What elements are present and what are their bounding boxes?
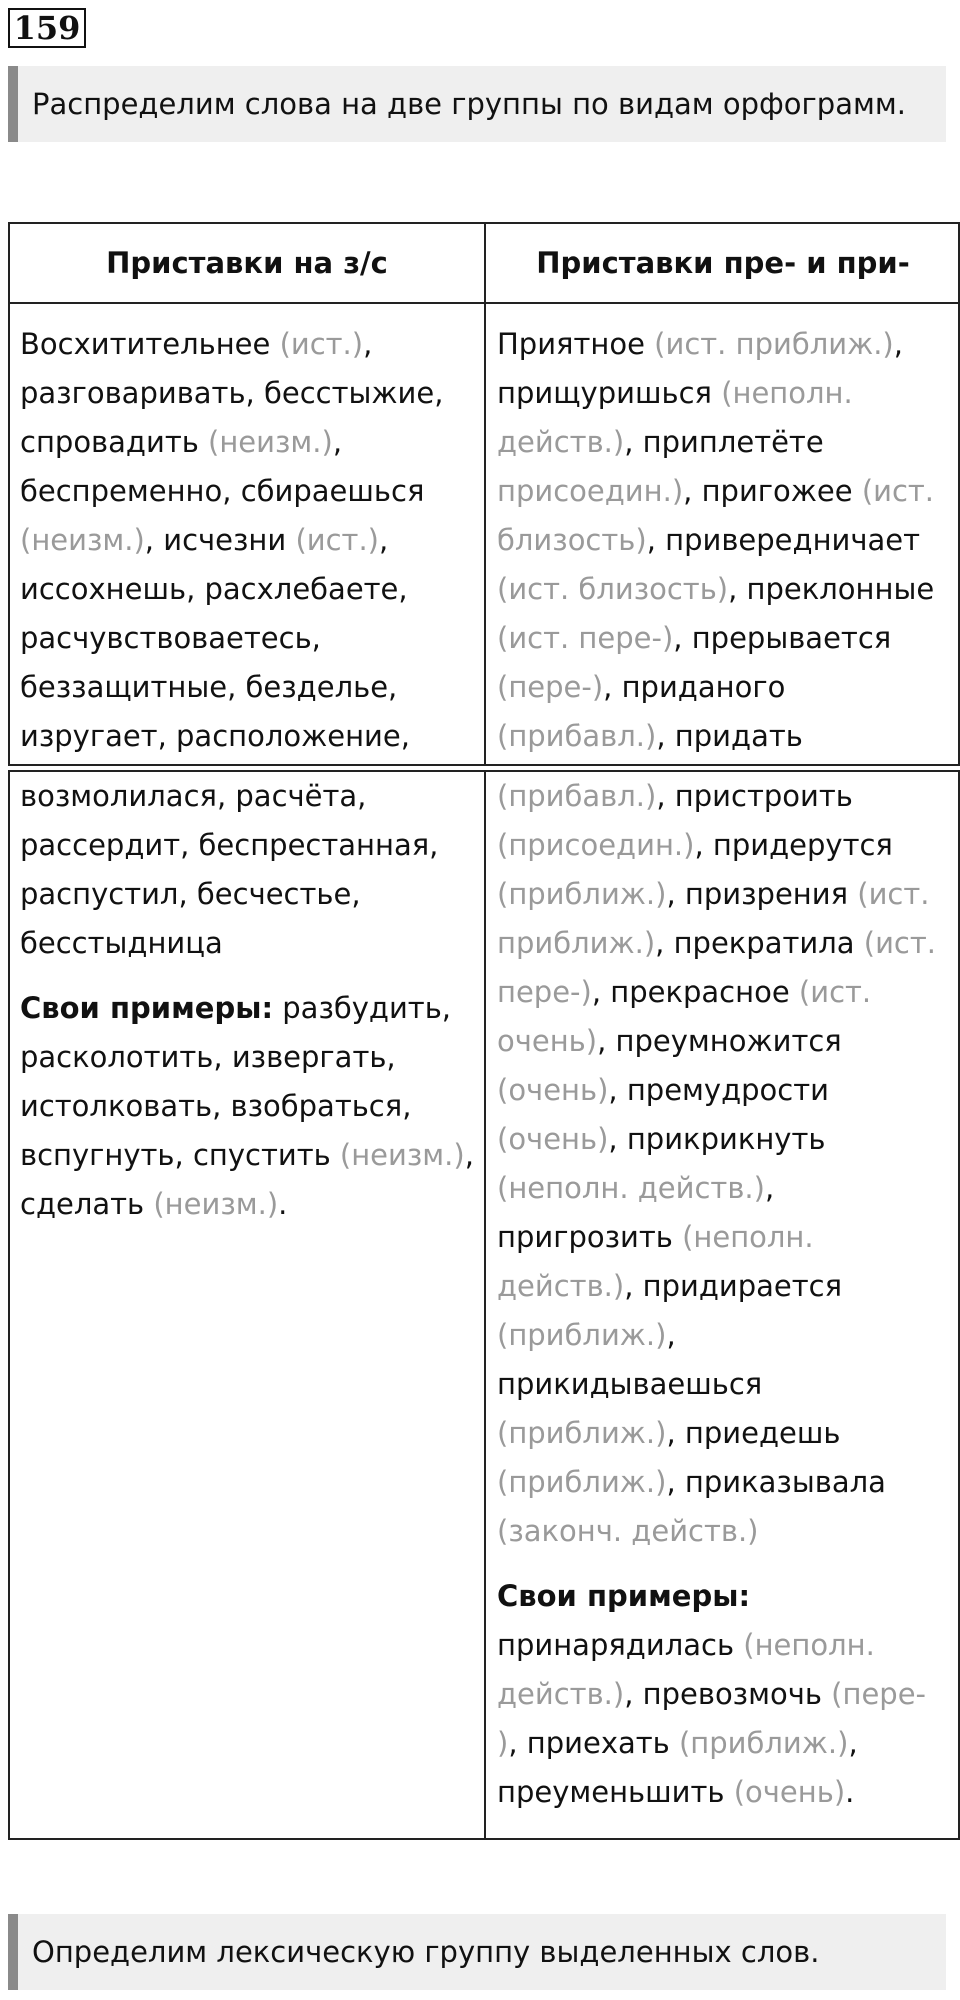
text-line: [497, 772, 936, 821]
text-line: [20, 1131, 474, 1180]
word-text: пригрозить: [497, 1220, 683, 1254]
examples-label: Свои примеры:: [20, 991, 274, 1025]
explanation-note: (неизм.): [153, 1187, 279, 1221]
text-line: [497, 1621, 936, 1670]
word-text: беспременно, сбираешься: [20, 474, 425, 508]
outro-bar: [8, 1914, 946, 1990]
word-text: беззащитные, безделье,: [20, 670, 398, 704]
text-line: [20, 663, 443, 712]
explanation-note: (приближ.): [497, 1416, 667, 1450]
text-line: [497, 1066, 936, 1115]
word-text: Приятное: [497, 327, 655, 361]
text-line: [20, 919, 474, 968]
explanation-note: действ.): [497, 425, 625, 459]
explanation-note: (очень): [497, 1073, 609, 1107]
text-line: [497, 1572, 936, 1621]
text-line: [497, 565, 934, 614]
word-text: , прерывается: [673, 621, 892, 655]
word-text: , премудрости: [608, 1073, 829, 1107]
text-line: [497, 418, 934, 467]
explanation-note: (приближ.): [497, 1318, 667, 1352]
word-text: .: [278, 1187, 288, 1221]
word-text: расчувствоваетесь,: [20, 621, 321, 655]
word-text: спровадить: [20, 425, 209, 459]
explanation-note: действ.): [497, 1269, 625, 1303]
text-line: [20, 1082, 474, 1131]
word-text: преуменьшить: [497, 1775, 734, 1809]
text-line: [497, 1311, 936, 1360]
explanation-note: (пере-: [831, 1677, 927, 1711]
text-line: [20, 418, 443, 467]
word-text: , приехать: [508, 1726, 679, 1760]
word-text: , приказывала: [666, 1465, 886, 1499]
text-line: [497, 821, 936, 870]
word-text: Восхитительнее: [20, 327, 280, 361]
text-line: [497, 1719, 936, 1768]
word-text: , исчезни: [144, 523, 296, 557]
explanation-note: (неизм.): [339, 1138, 465, 1172]
text-line: [497, 516, 934, 565]
word-text: иссохнешь, расхлебаете,: [20, 572, 408, 606]
word-text: ,: [332, 425, 343, 459]
explanation-note: (ист.: [798, 975, 872, 1009]
intro-text: Распределим слова на две группы по видам орфограмм.: [32, 87, 906, 121]
word-text: возмолилася, расчёта,: [20, 779, 367, 813]
word-text: ,: [666, 1318, 676, 1352]
word-text: , придерутся: [694, 828, 893, 862]
word-text: , прикрикнуть: [608, 1122, 826, 1156]
text-line: [497, 1768, 936, 1817]
word-text: прикидываешься: [497, 1367, 763, 1401]
word-text: распустил, бесчестье,: [20, 877, 361, 911]
table-block-1: [8, 222, 960, 766]
explanation-note: (пере-): [497, 670, 604, 704]
text-line: [497, 663, 934, 712]
text-line: [497, 1115, 936, 1164]
word-text: , преумножится: [597, 1024, 842, 1058]
word-text: сделать: [20, 1187, 154, 1221]
explanation-note: (неизм.): [20, 523, 145, 557]
text-line: [497, 919, 936, 968]
examples-label: Свои примеры:: [497, 1579, 751, 1613]
word-text: , придать: [656, 719, 803, 753]
text-line: [497, 1409, 936, 1458]
text-line: [497, 1262, 936, 1311]
text-line: [20, 614, 443, 663]
explanation-note: (прибавл.): [497, 719, 657, 753]
word-text: разбудить,: [273, 991, 452, 1025]
explanation-note: (неполн.: [682, 1220, 814, 1254]
explanation-note: очень): [497, 1024, 598, 1058]
task-number: 159: [8, 8, 86, 48]
explanation-note: (неполн. действ.): [497, 1171, 765, 1205]
explanation-note: (приближ.): [497, 1465, 667, 1499]
text-line: [497, 320, 934, 369]
text-line: [497, 1213, 936, 1262]
word-text: , придирается: [624, 1269, 843, 1303]
header-separator: [10, 302, 958, 304]
table-block-2: [8, 770, 960, 1840]
header-prefix-z-s: Приставки на з/с: [106, 246, 388, 280]
block2-left-column: [20, 772, 474, 1229]
text-line: [497, 614, 934, 663]
explanation-note: (ист. пере-): [497, 621, 674, 655]
word-text: ,: [363, 327, 373, 361]
word-text: принарядилась: [497, 1628, 744, 1662]
word-text: , приданого: [603, 670, 786, 704]
word-text: бесстыдница: [20, 926, 223, 960]
word-text: , призрения: [666, 877, 858, 911]
text-line: [497, 1458, 936, 1507]
text-line: [20, 369, 443, 418]
text-line: [20, 1033, 474, 1082]
text-line: [497, 1017, 936, 1066]
word-text: , приплетёте: [624, 425, 824, 459]
block2-right-column: [497, 772, 936, 1817]
text-line: [497, 1507, 936, 1556]
text-line: [20, 984, 474, 1033]
word-text: , пристроить: [656, 779, 853, 813]
word-text: разговаривать, бесстыжие,: [20, 376, 444, 410]
section-gap: [20, 968, 474, 984]
text-line: [497, 712, 934, 761]
text-line: [497, 369, 934, 418]
explanation-note: (очень): [733, 1775, 846, 1809]
word-text: , прекратила: [655, 926, 864, 960]
explanation-note: (ист.: [861, 474, 935, 508]
column-divider: [484, 772, 486, 1838]
word-text: расколотить, извергать,: [20, 1040, 396, 1074]
explanation-note: (ист.): [279, 327, 364, 361]
explanation-note: (ист.: [857, 877, 930, 911]
explanation-note: действ.): [497, 1677, 625, 1711]
text-line: [20, 320, 443, 369]
text-line: [497, 1360, 936, 1409]
explanation-note: ): [497, 1726, 509, 1760]
word-text: истолковать, взобраться,: [20, 1089, 412, 1123]
text-line: [20, 712, 443, 761]
explanation-note: (очень): [497, 1122, 609, 1156]
explanation-note: (ист.): [295, 523, 379, 557]
explanation-note: (присоедин.): [497, 828, 695, 862]
word-text: ,: [848, 1726, 858, 1760]
text-line: [20, 516, 443, 565]
explanation-note: (приближ.): [497, 877, 667, 911]
explanation-note: (неполн.: [743, 1628, 875, 1662]
word-text: рассердит, беспрестанная,: [20, 828, 439, 862]
word-text: , приедешь: [666, 1416, 841, 1450]
column-divider: [484, 224, 486, 764]
word-text: ,: [464, 1138, 474, 1172]
word-text: ,: [378, 523, 389, 557]
block1-right-column: [497, 320, 934, 761]
word-text: ,: [893, 327, 903, 361]
explanation-note: близость): [497, 523, 647, 557]
word-text: , пригожее: [683, 474, 862, 508]
explanation-note: (законч. действ.): [497, 1514, 759, 1548]
text-line: [497, 1164, 936, 1213]
explanation-note: (неизм.): [208, 425, 333, 459]
section-gap: [497, 1556, 936, 1572]
text-line: [497, 1670, 936, 1719]
intro-bar: [8, 66, 946, 142]
word-text: .: [845, 1775, 855, 1809]
text-line: [497, 467, 934, 516]
outro-text: Определим лексическую группу выделенных слов.: [32, 1935, 820, 1969]
explanation-note: (ист. близость): [497, 572, 729, 606]
word-text: вспугнуть, спустить: [20, 1138, 340, 1172]
explanation-note: присоедин.): [497, 474, 684, 508]
text-line: [20, 467, 443, 516]
text-line: [20, 772, 474, 821]
text-line: [20, 1180, 474, 1229]
block1-left-column: [20, 320, 443, 761]
explanation-note: (ист. приближ.): [654, 327, 894, 361]
header-prefix-pre-pri: Приставки пре- и при-: [536, 246, 910, 280]
text-line: [20, 565, 443, 614]
text-line: [20, 870, 474, 919]
explanation-note: пере-): [497, 975, 592, 1009]
word-text: , превозмочь: [624, 1677, 832, 1711]
word-text: изругает, расположение,: [20, 719, 410, 753]
word-text: прищуришься: [497, 376, 722, 410]
text-line: [497, 870, 936, 919]
explanation-note: (неполн.: [721, 376, 853, 410]
word-text: ,: [764, 1171, 775, 1205]
explanation-note: (прибавл.): [497, 779, 657, 813]
explanation-note: (приближ.): [678, 1726, 849, 1760]
explanation-note: (ист.: [863, 926, 936, 960]
explanation-note: приближ.): [497, 926, 656, 960]
text-line: [20, 821, 474, 870]
word-text: , прекрасное: [591, 975, 799, 1009]
text-line: [497, 968, 936, 1017]
word-text: , привередничает: [646, 523, 921, 557]
word-text: , преклонные: [728, 572, 935, 606]
